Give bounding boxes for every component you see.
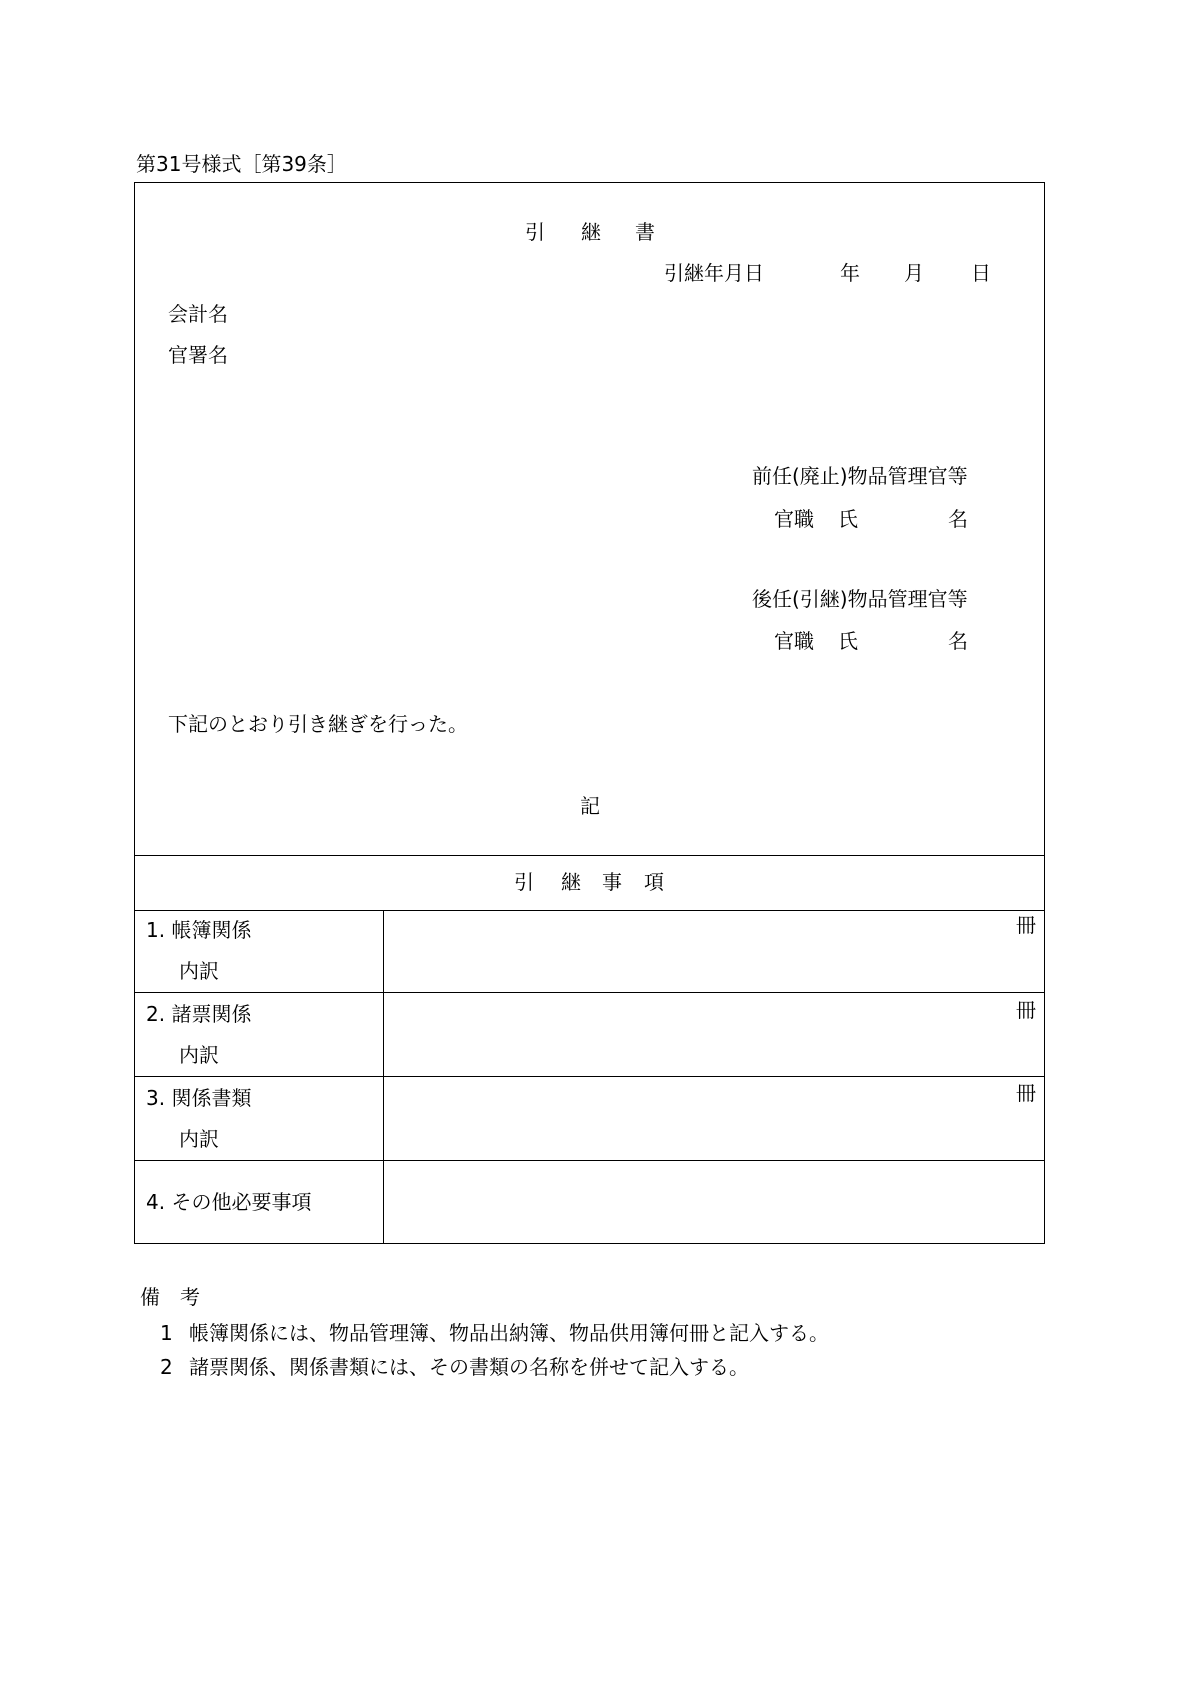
items-header-char: 引 xyxy=(514,870,534,894)
doc-title-char: 継 xyxy=(581,220,601,244)
date-year: 年 xyxy=(840,261,860,285)
successor-name: 名 xyxy=(948,629,968,653)
account-name-label: 会計名 xyxy=(168,302,228,326)
row-label: 3. 関係書類 xyxy=(146,1086,252,1110)
divider xyxy=(134,1160,1045,1161)
predecessor-name: 名 xyxy=(948,507,968,531)
note-text: 諸票関係、関係書類には、その書類の名称を併せて記入する。 xyxy=(189,1355,749,1379)
successor-position: 官職 xyxy=(774,629,814,653)
successor-title: 後任(引継)物品管理官等 xyxy=(752,587,968,611)
row-label: 4. その他必要事項 xyxy=(146,1190,312,1214)
successor-surname: 氏 xyxy=(838,629,858,653)
row-sub: 内訳 xyxy=(179,959,219,983)
row-unit: 冊 xyxy=(1016,998,1036,1022)
remarks-heading: 備 考 xyxy=(140,1285,200,1309)
row-sub: 内訳 xyxy=(179,1043,219,1067)
date-month: 月 xyxy=(904,261,924,285)
date-day: 日 xyxy=(971,261,991,285)
divider xyxy=(134,855,1045,856)
ki-label: 記 xyxy=(580,794,600,818)
items-header-char: 継 xyxy=(561,870,581,894)
statement: 下記のとおり引き継ぎを行った。 xyxy=(168,712,468,736)
predecessor-surname: 氏 xyxy=(838,507,858,531)
row-label: 1. 帳簿関係 xyxy=(146,918,252,942)
row-label: 2. 諸票関係 xyxy=(146,1002,252,1026)
note-number: 2 xyxy=(160,1355,173,1379)
divider xyxy=(134,910,1045,911)
predecessor-title: 前任(廃止)物品管理官等 xyxy=(752,464,968,488)
row-unit: 冊 xyxy=(1016,913,1036,937)
note-number: 1 xyxy=(160,1321,173,1345)
row-sub: 内訳 xyxy=(179,1127,219,1151)
divider xyxy=(134,1076,1045,1077)
predecessor-position: 官職 xyxy=(774,507,814,531)
doc-title-char: 引 xyxy=(525,220,545,244)
column-divider xyxy=(383,910,384,1244)
office-name-label: 官署名 xyxy=(168,343,228,367)
row-unit: 冊 xyxy=(1016,1081,1036,1105)
items-header-char: 項 xyxy=(644,870,664,894)
form-number: 第31号様式［第39条］ xyxy=(136,152,347,176)
items-header-char: 事 xyxy=(602,870,622,894)
note-text: 帳簿関係には、物品管理簿、物品出納簿、物品供用簿何冊と記入する。 xyxy=(189,1321,829,1345)
doc-title-char: 書 xyxy=(635,220,655,244)
date-label: 引継年月日 xyxy=(664,261,764,285)
divider xyxy=(134,992,1045,993)
